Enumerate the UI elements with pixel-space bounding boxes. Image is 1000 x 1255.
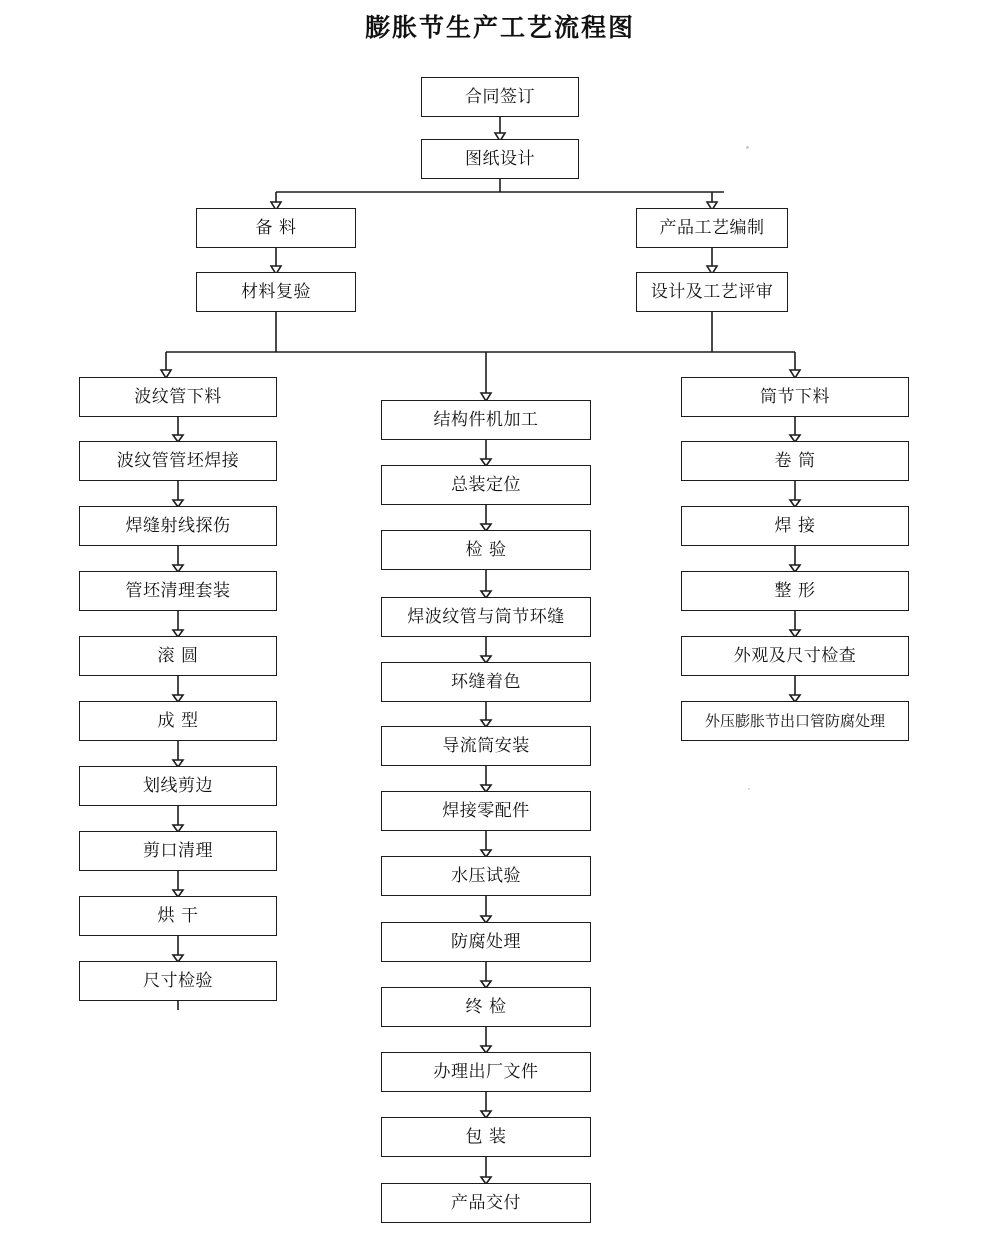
node-label: 筒节下料 xyxy=(760,386,830,407)
node-label: 合同签订 xyxy=(465,86,535,107)
node-label: 检 验 xyxy=(465,539,507,560)
node-tube-clean-set[interactable] xyxy=(79,571,277,611)
node-label: 水压试验 xyxy=(451,865,521,886)
node-shaping[interactable] xyxy=(681,571,909,611)
node-outer-pressure-anticorrosion[interactable] xyxy=(681,701,909,741)
node-label: 成 型 xyxy=(157,710,199,731)
node-delivery[interactable] xyxy=(381,1183,591,1223)
node-label: 焊波纹管与筒节环缝 xyxy=(407,606,565,627)
node-label: 卷 筒 xyxy=(774,450,816,471)
paper-speck xyxy=(746,146,749,149)
node-label: 包 装 xyxy=(465,1126,507,1147)
node-drawing-design[interactable] xyxy=(421,139,579,179)
node-inspection[interactable] xyxy=(381,530,591,570)
node-drying[interactable] xyxy=(79,896,277,936)
node-label: 剪口清理 xyxy=(143,840,213,861)
node-trim-clean[interactable] xyxy=(79,831,277,871)
node-design-review[interactable] xyxy=(636,272,788,312)
node-label: 备 料 xyxy=(255,217,297,238)
node-contract[interactable] xyxy=(421,77,579,117)
node-label: 整 形 xyxy=(774,580,816,601)
node-label: 总装定位 xyxy=(451,474,521,495)
node-label: 焊接零配件 xyxy=(442,800,530,821)
node-mark-trim[interactable] xyxy=(79,766,277,806)
node-label: 外观及尺寸检查 xyxy=(733,645,857,666)
node-forming[interactable] xyxy=(79,701,277,741)
node-label: 办理出厂文件 xyxy=(433,1061,539,1082)
node-factory-docs[interactable] xyxy=(381,1052,591,1092)
node-welding[interactable] xyxy=(681,506,909,546)
node-anticorrosion[interactable] xyxy=(381,922,591,962)
node-final-inspection[interactable] xyxy=(381,987,591,1027)
node-label: 波纹管下料 xyxy=(134,386,222,407)
node-rolling-round[interactable] xyxy=(79,636,277,676)
node-label: 图纸设计 xyxy=(465,148,535,169)
node-label: 导流筒安装 xyxy=(442,735,530,756)
node-label: 外压膨胀节出口管防腐处理 xyxy=(704,711,885,730)
node-shell-cut[interactable] xyxy=(681,377,909,417)
node-process-plan[interactable] xyxy=(636,208,788,248)
node-label: 划线剪边 xyxy=(143,775,213,796)
node-dimension-check[interactable] xyxy=(79,961,277,1001)
node-label: 尺寸检验 xyxy=(143,970,213,991)
node-label: 终 检 xyxy=(465,996,507,1017)
node-assembly-position[interactable] xyxy=(381,465,591,505)
node-label: 管坯清理套装 xyxy=(125,580,231,601)
node-label: 波纹管管坯焊接 xyxy=(116,450,240,471)
node-label: 烘 干 xyxy=(157,905,199,926)
node-structure-machining[interactable] xyxy=(381,400,591,440)
paper-speck xyxy=(748,788,750,790)
node-label: 滚 圆 xyxy=(157,645,199,666)
node-appearance-size-check[interactable] xyxy=(681,636,909,676)
node-label: 防腐处理 xyxy=(451,931,521,952)
node-guide-tube-install[interactable] xyxy=(381,726,591,766)
node-label: 焊 接 xyxy=(774,515,816,536)
node-label: 环缝着色 xyxy=(451,671,521,692)
node-packaging[interactable] xyxy=(381,1117,591,1157)
node-label: 产品交付 xyxy=(451,1192,521,1213)
node-ring-weld-dye[interactable] xyxy=(381,662,591,702)
node-hydrotest[interactable] xyxy=(381,856,591,896)
node-bellows-tube-weld[interactable] xyxy=(79,441,277,481)
node-label: 设计及工艺评审 xyxy=(650,281,774,302)
page-title: 膨胀节生产工艺流程图 xyxy=(364,13,635,42)
node-bellows-cut[interactable] xyxy=(79,377,277,417)
node-material-prep[interactable] xyxy=(196,208,356,248)
node-label: 结构件机加工 xyxy=(433,409,539,430)
node-label: 材料复验 xyxy=(241,281,311,302)
node-label: 焊缝射线探伤 xyxy=(125,515,231,536)
node-material-recheck[interactable] xyxy=(196,272,356,312)
node-weld-xray[interactable] xyxy=(79,506,277,546)
node-roll-shell[interactable] xyxy=(681,441,909,481)
node-label: 产品工艺编制 xyxy=(659,217,765,238)
node-weld-bellows-ring[interactable] xyxy=(381,597,591,637)
node-weld-parts[interactable] xyxy=(381,791,591,831)
